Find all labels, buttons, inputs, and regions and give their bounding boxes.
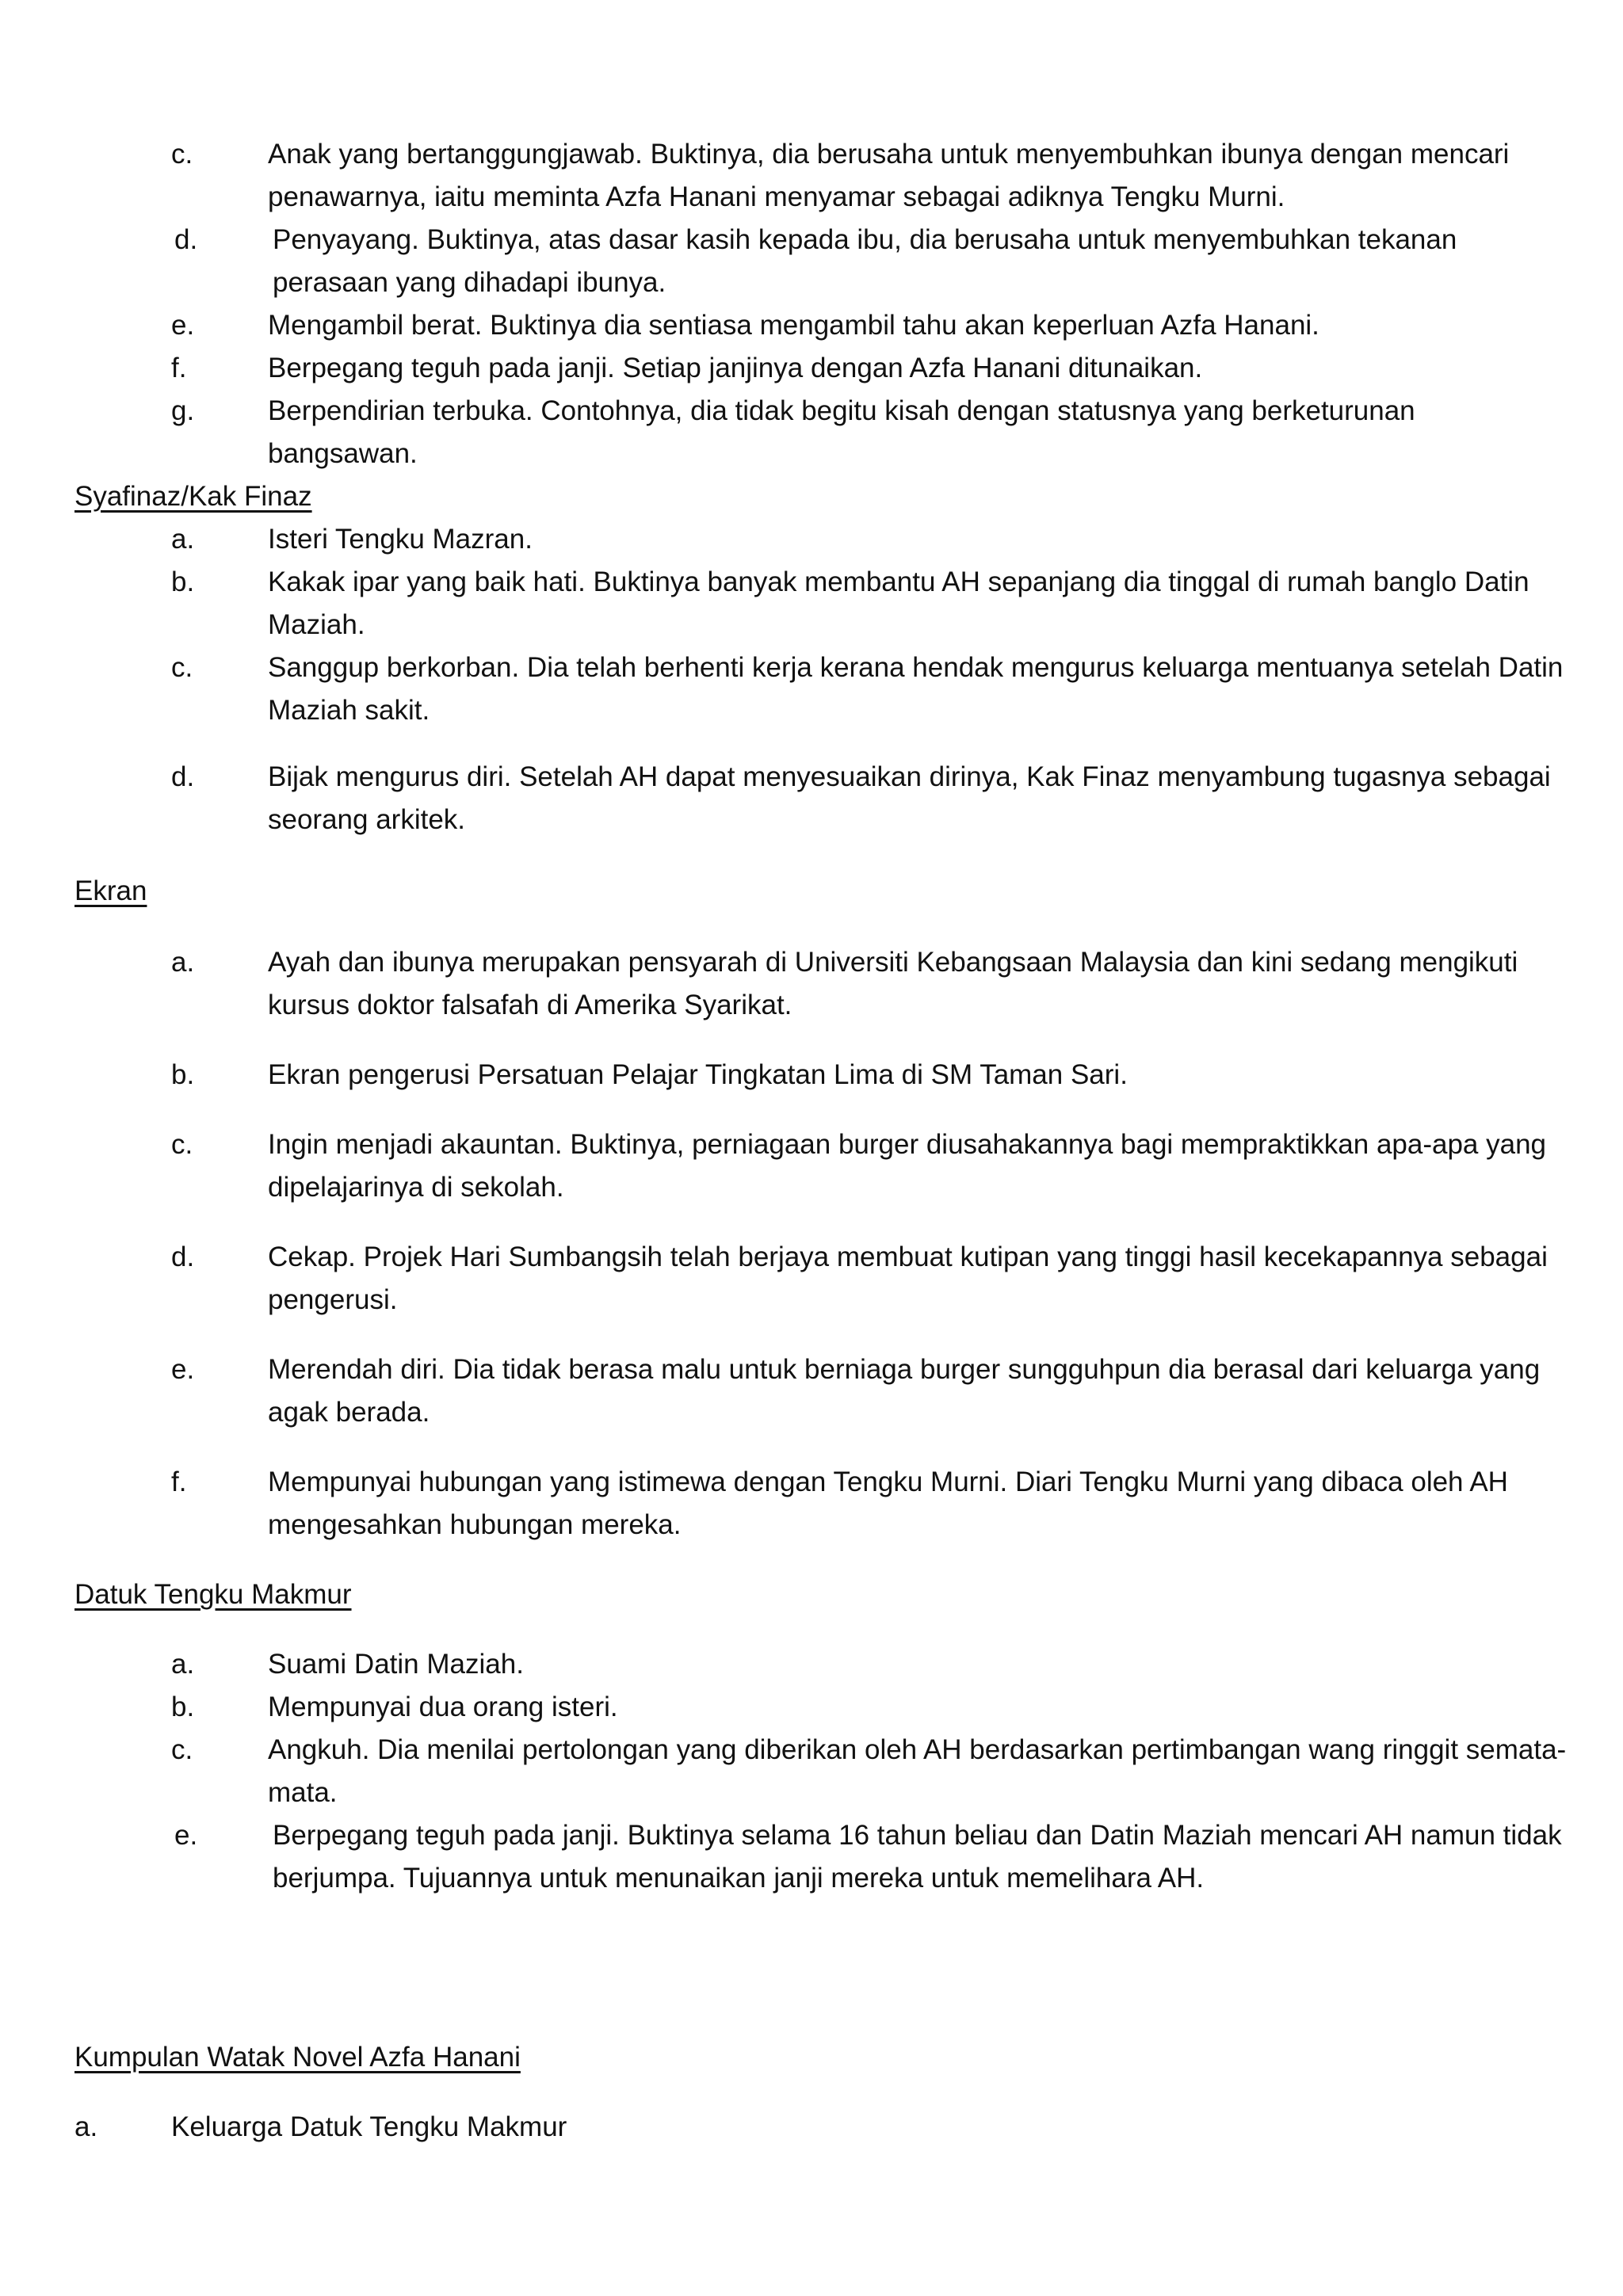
list-marker: e. <box>174 1820 198 1851</box>
list-marker: a. <box>74 2111 98 2142</box>
list-text: Angkuh. Dia menilai pertolongan yang diberikan oleh AH berdasarkan pertimbangan wang ringgit semata-mata. <box>268 1734 1567 1808</box>
section-heading: Datuk Tengku Makmur <box>74 1579 352 1610</box>
list-marker: a. <box>171 947 195 978</box>
list-marker: b. <box>171 1691 195 1722</box>
list-marker: c. <box>171 1734 193 1765</box>
list-marker: a. <box>171 524 195 555</box>
list-text: Suami Datin Maziah. <box>268 1649 524 1680</box>
list-text: Anak yang bertanggungjawab. Buktinya, dia berusaha untuk menyembuhkan ibunya dengan mencari penawarnya, iaitu meminta Azfa Hanani menyamar sebagai adiknya Tengku Murni. <box>268 139 1510 212</box>
section-heading: Kumpulan Watak Novel Azfa Hanani <box>74 2042 521 2073</box>
list-marker: b. <box>171 1059 195 1090</box>
list-text: Kakak ipar yang baik hati. Buktinya banyak membantu AH sepanjang dia tinggal di rumah banglo Datin Maziah. <box>268 566 1529 640</box>
list-text: Mempunyai hubungan yang istimewa dengan Tengku Murni. Diari Tengku Murni yang dibaca oleh AH mengesahkan hubungan mereka. <box>268 1466 1508 1540</box>
list-text: Keluarga Datuk Tengku Makmur <box>171 2111 567 2142</box>
list-text: Mempunyai dua orang isteri. <box>268 1691 618 1722</box>
list-marker: f. <box>171 1466 187 1497</box>
list-marker: a. <box>171 1649 195 1680</box>
list-text: Isteri Tengku Mazran. <box>268 524 533 555</box>
list-text: Berpendirian terbuka. Contohnya, dia tidak begitu kisah dengan statusnya yang berketurunan bangsawan. <box>268 395 1415 469</box>
list-marker: f. <box>171 353 187 383</box>
list-text: Berpegang teguh pada janji. Setiap janjinya dengan Azfa Hanani ditunaikan. <box>268 353 1203 383</box>
list-text: Bijak mengurus diri. Setelah AH dapat menyesuaikan dirinya, Kak Finaz menyambung tugasnya sebagai seorang arkitek. <box>268 761 1551 835</box>
list-text: Cekap. Projek Hari Sumbangsih telah berjaya membuat kutipan yang tinggi hasil kecekapannya sebagai pengerusi. <box>268 1241 1548 1315</box>
list-marker: d. <box>174 224 198 255</box>
list-text: Mengambil berat. Buktinya dia sentiasa mengambil tahu akan keperluan Azfa Hanani. <box>268 310 1319 341</box>
list-text: Penyayang. Buktinya, atas dasar kasih kepada ibu, dia berusaha untuk menyembuhkan tekanan perasaan yang dihadapi ibunya. <box>273 224 1457 298</box>
section-heading: Ekran <box>74 875 147 906</box>
list-text: Ekran pengerusi Persatuan Pelajar Tingkatan Lima di SM Taman Sari. <box>268 1059 1128 1090</box>
list-marker: c. <box>171 139 193 170</box>
list-marker: e. <box>171 310 195 341</box>
list-marker: c. <box>171 1129 193 1160</box>
list-text: Berpegang teguh pada janji. Buktinya selama 16 tahun beliau dan Datin Maziah mencari AH namun tidak berjumpa. Tujuannya untuk menunaikan janji mereka untuk memelihara AH. <box>273 1820 1562 1894</box>
list-text: Ingin menjadi akauntan. Buktinya, perniagaan burger diusahakannya bagi mempraktikkan apa-apa yang dipelajarinya di sekolah. <box>268 1129 1547 1203</box>
list-marker: c. <box>171 652 193 683</box>
list-marker: d. <box>171 1241 195 1272</box>
list-text: Merendah diri. Dia tidak berasa malu untuk berniaga burger sungguhpun dia berasal dari keluarga yang agak berada. <box>268 1354 1541 1428</box>
list-text: Sanggup berkorban. Dia telah berhenti kerja kerana hendak mengurus keluarga mentuanya setelah Datin Maziah sakit. <box>268 652 1564 726</box>
list-marker: e. <box>171 1354 195 1385</box>
list-marker: g. <box>171 395 195 426</box>
list-marker: d. <box>171 761 195 792</box>
section-heading: Syafinaz/Kak Finaz <box>74 481 312 512</box>
list-text: Ayah dan ibunya merupakan pensyarah di Universiti Kebangsaan Malaysia dan kini sedang mengikuti kursus doktor falsafah di Amerika Syarikat. <box>268 947 1518 1020</box>
list-marker: b. <box>171 566 195 597</box>
